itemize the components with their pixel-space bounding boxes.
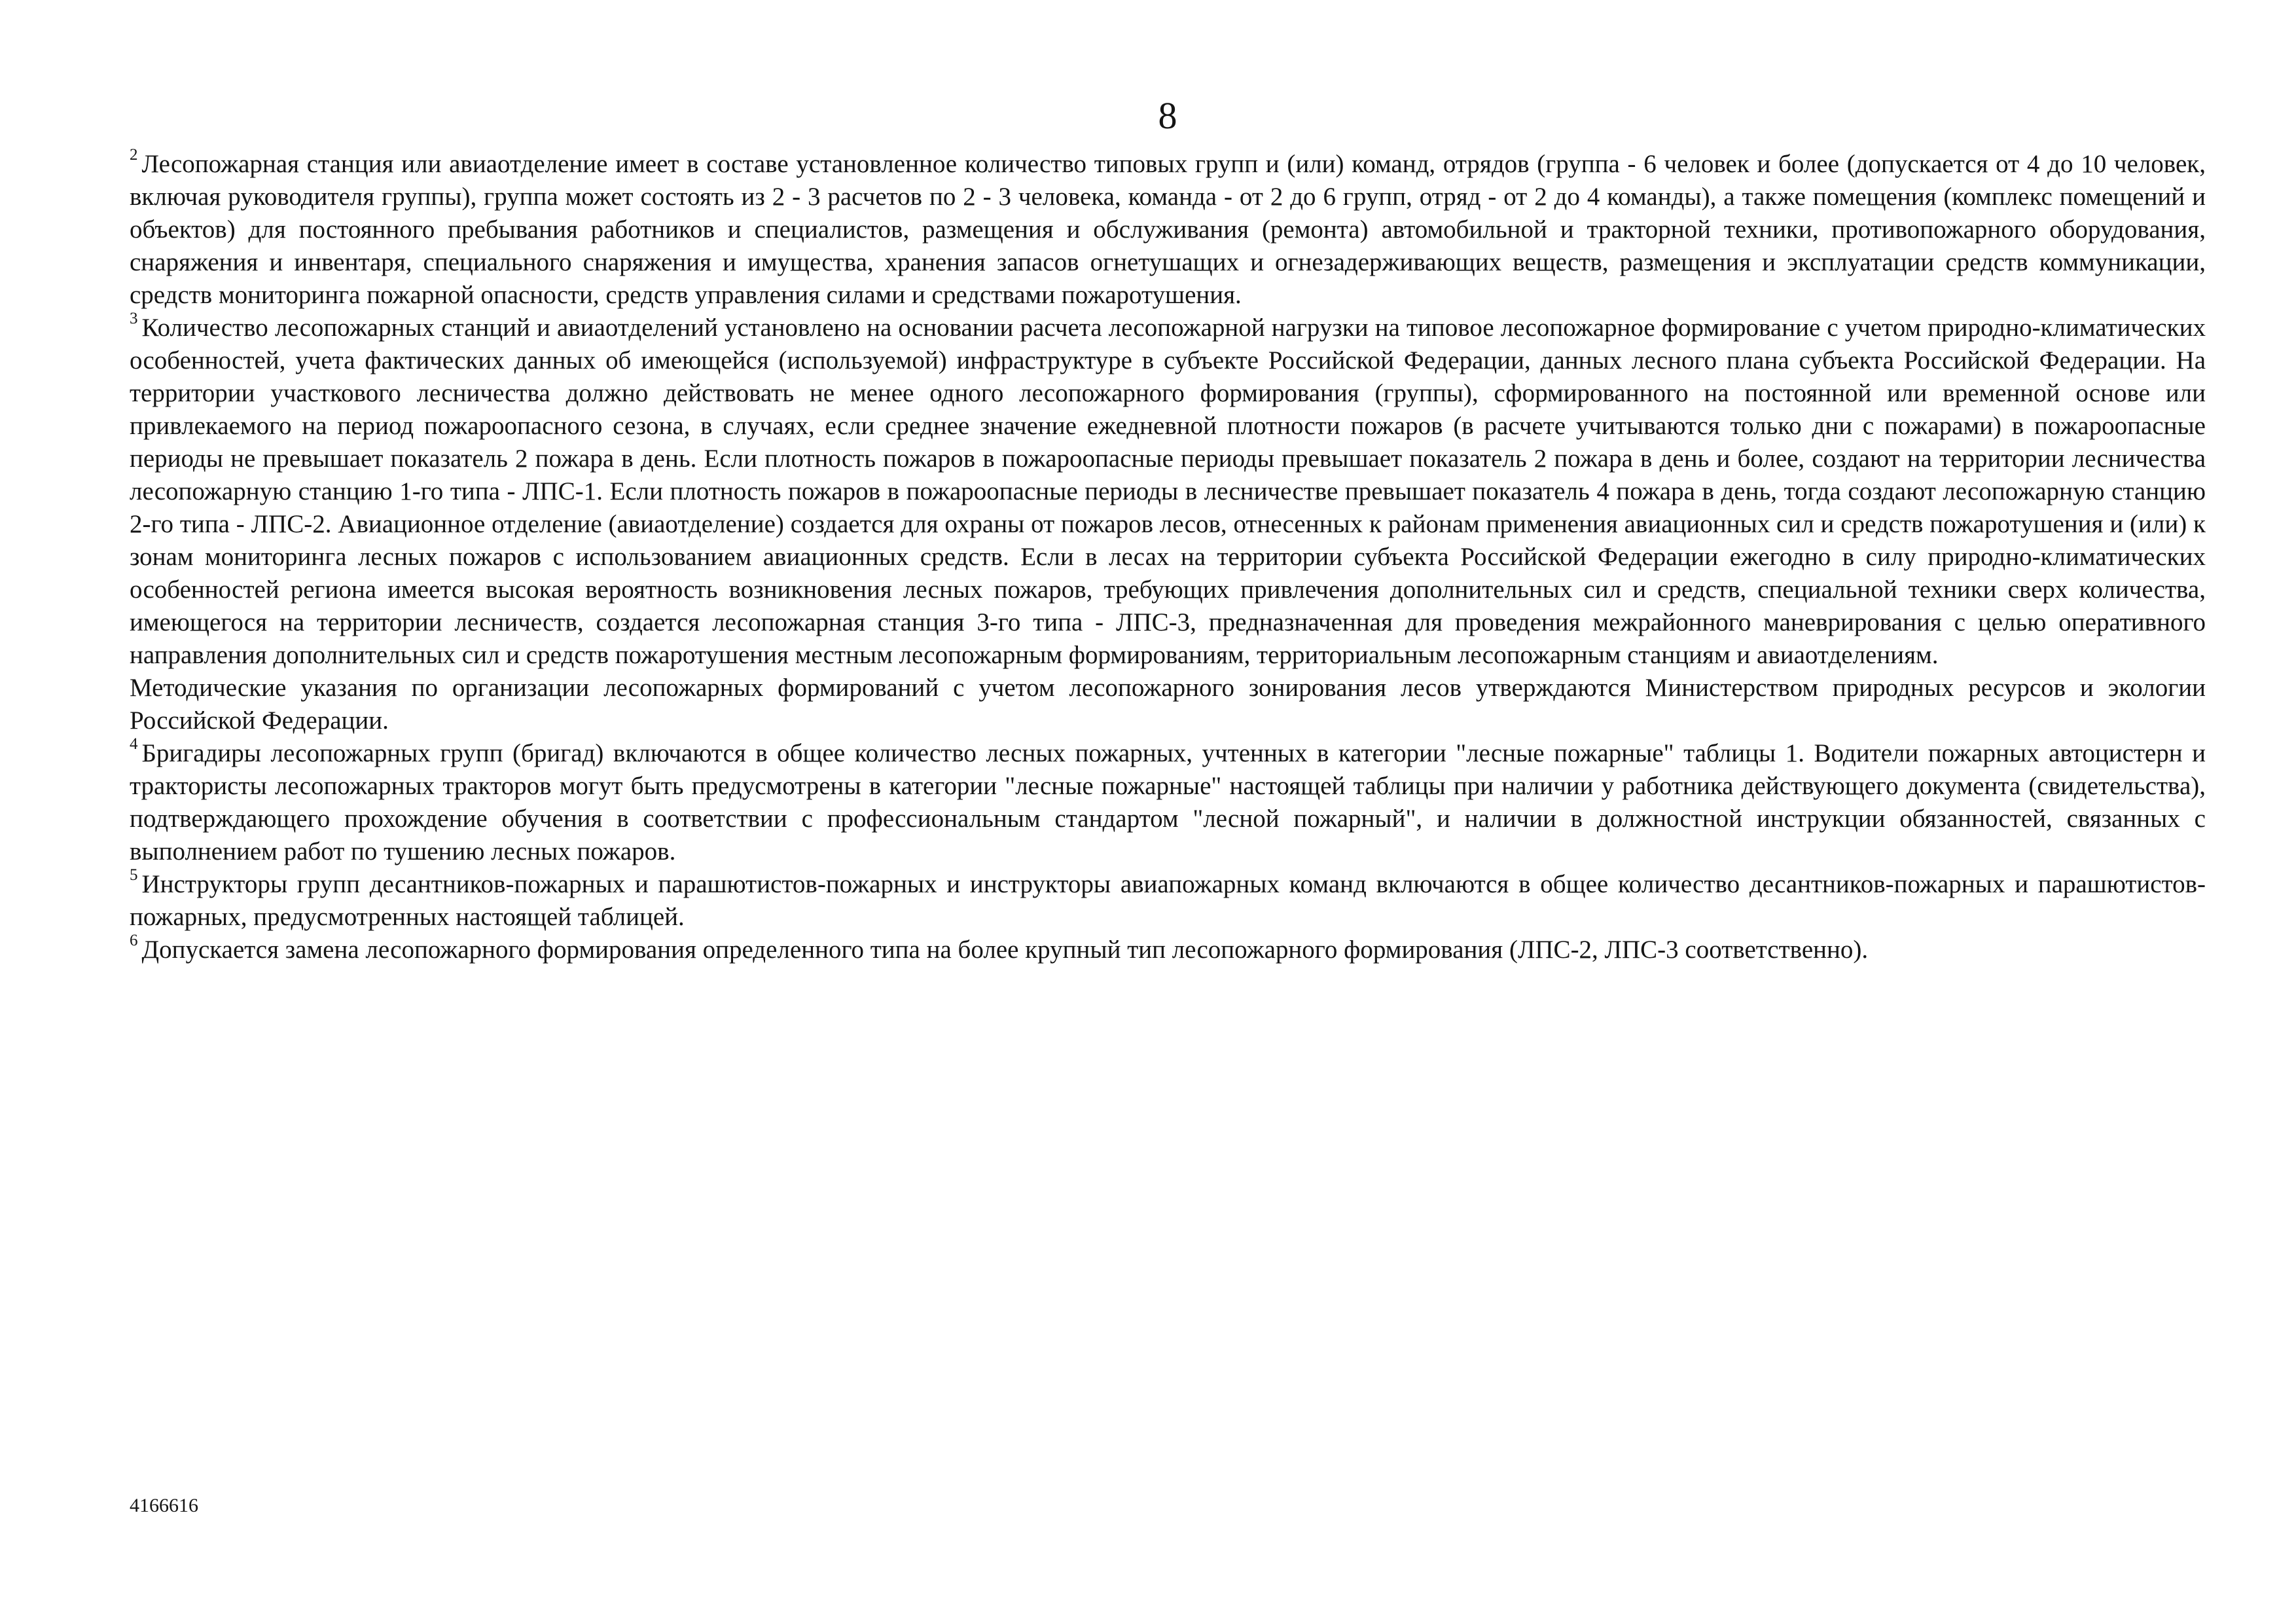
footnote-mark: 3 <box>130 310 138 328</box>
footnote-text: Лесопожарная станция или авиаотделение имеет в составе установленное количество типовых групп и (или) команд, отрядов (группа - 6 человек и более (допускается от 4 до 10 человек, включая руководителя группы), группа может состоять из 2 - 3 расчетов по 2 - 3 человека, команда - от 2 до 6 групп, отряд - от 2 до 4 команды), а также помещения (комплекс помещений и объектов) для постоянного пребывания работников и специалистов, размещения и обслуживания (ремонта) автомобильной и тракторной техники, противопожарного оборудования, снаряжения и инвентаря, специального снаряжения и имущества, хранения запасов огнетушащих и огнезадерживающих веществ, размещения и эксплуатации средств коммуникации, средств мониторинга пожарной опасности, средств управления силами и средствами пожаротушения. <box>130 150 2206 309</box>
footnote-2 <box>130 148 2206 312</box>
footnote-mark: 5 <box>130 866 138 884</box>
footnotes-block <box>130 148 2206 966</box>
document-code: 4166616 <box>130 1495 198 1516</box>
footnote-mark: 4 <box>130 735 138 754</box>
footnote-5 <box>130 868 2206 934</box>
footnote-3 <box>130 312 2206 672</box>
methodical-guidance-paragraph <box>130 672 2206 737</box>
page-number: 8 <box>1158 94 1177 137</box>
footnote-6 <box>130 934 2206 966</box>
footnote-mark: 6 <box>130 932 138 950</box>
paragraph-text: Методические указания по организации лесопожарных формирований с учетом лесопожарного зонирования лесов утверждаются Министерством природных ресурсов и экологии Российской Федерации. <box>130 674 2206 735</box>
footnote-mark: 2 <box>130 146 138 164</box>
footnote-text: Инструкторы групп десантников-пожарных и парашютистов-пожарных и инструкторы авиапожарных команд включаются в общее количество десантников-пожарных и парашютистов-пожарных, предусмотренных настоящей таблицей. <box>130 870 2206 931</box>
footnote-text: Бригадиры лесопожарных групп (бригад) включаются в общее количество лесных пожарных, учтенных в категории "лесные пожарные" таблицы 1. Водители пожарных автоцистерн и трактористы лесопожарных тракторов могут быть предусмотрены в категории "лесные пожарные" настоящей таблицы при наличии у работника действующего документа (свидетельства), подтверждающего прохождение обучения в соответствии с профессиональным стандартом "лесной пожарный", и наличии в должностной инструкции обязанностей, связанных с выполнением работ по тушению лесных пожаров. <box>130 739 2206 866</box>
footnote-text: Допускается замена лесопожарного формирования определенного типа на более крупный тип лесопожарного формирования (ЛПС-2, ЛПС-3 соответственно). <box>141 936 1869 964</box>
footnote-4 <box>130 737 2206 868</box>
footnote-text: Количество лесопожарных станций и авиаотделений установлено на основании расчета лесопожарной нагрузки на типовое лесопожарное формирование с учетом природно-климатических особенностей, учета фактических данных об имеющейся (используемой) инфраструктуре в субъекте Российской Федерации, данных лесного плана субъекта Российской Федерации. На территории участкового лесничества должно действовать не менее одного лесопожарного формирования (группы), сформированного на постоянной или временной основе или привлекаемого на период пожароопасного сезона, в случаях, если среднее значение ежедневной плотности пожаров (в расчете учитываются только дни с пожарами) в пожароопасные периоды не превышает показатель 2 пожара в день. Если плотность пожаров в пожароопасные периоды превышает показатель 2 пожара в день и более, создают на территории лесничества лесопожарную станцию 1-го типа - ЛПС-1. Если плотность пожаров в пожароопасные периоды в лесничестве превышает показатель 4 пожара в день, тогда создают лесопожарную станцию 2-го типа - ЛПС-2. Авиационное отделение (авиаотделение) создается для охраны от пожаров лесов, отнесенных к районам применения авиационных сил и средств пожаротушения и (или) к зонам мониторинга лесных пожаров с использованием авиационных средств. Если в лесах на территории субъекта Российской Федерации ежегодно в силу природно-климатических особенностей региона имеется высокая вероятность возникновения лесных пожаров, требующих привлечения дополнительных сил и средств, специальной техники сверх количества, имеющегося на территории лесничеств, создается лесопожарная станция 3-го типа - ЛПС-3, предназначенная для проведения межрайонного маневрирования с целью оперативного направления дополнительных сил и средств пожаротушения местным лесопожарным формированиям, территориальным лесопожарным станциям и авиаотделениям. <box>130 314 2206 669</box>
